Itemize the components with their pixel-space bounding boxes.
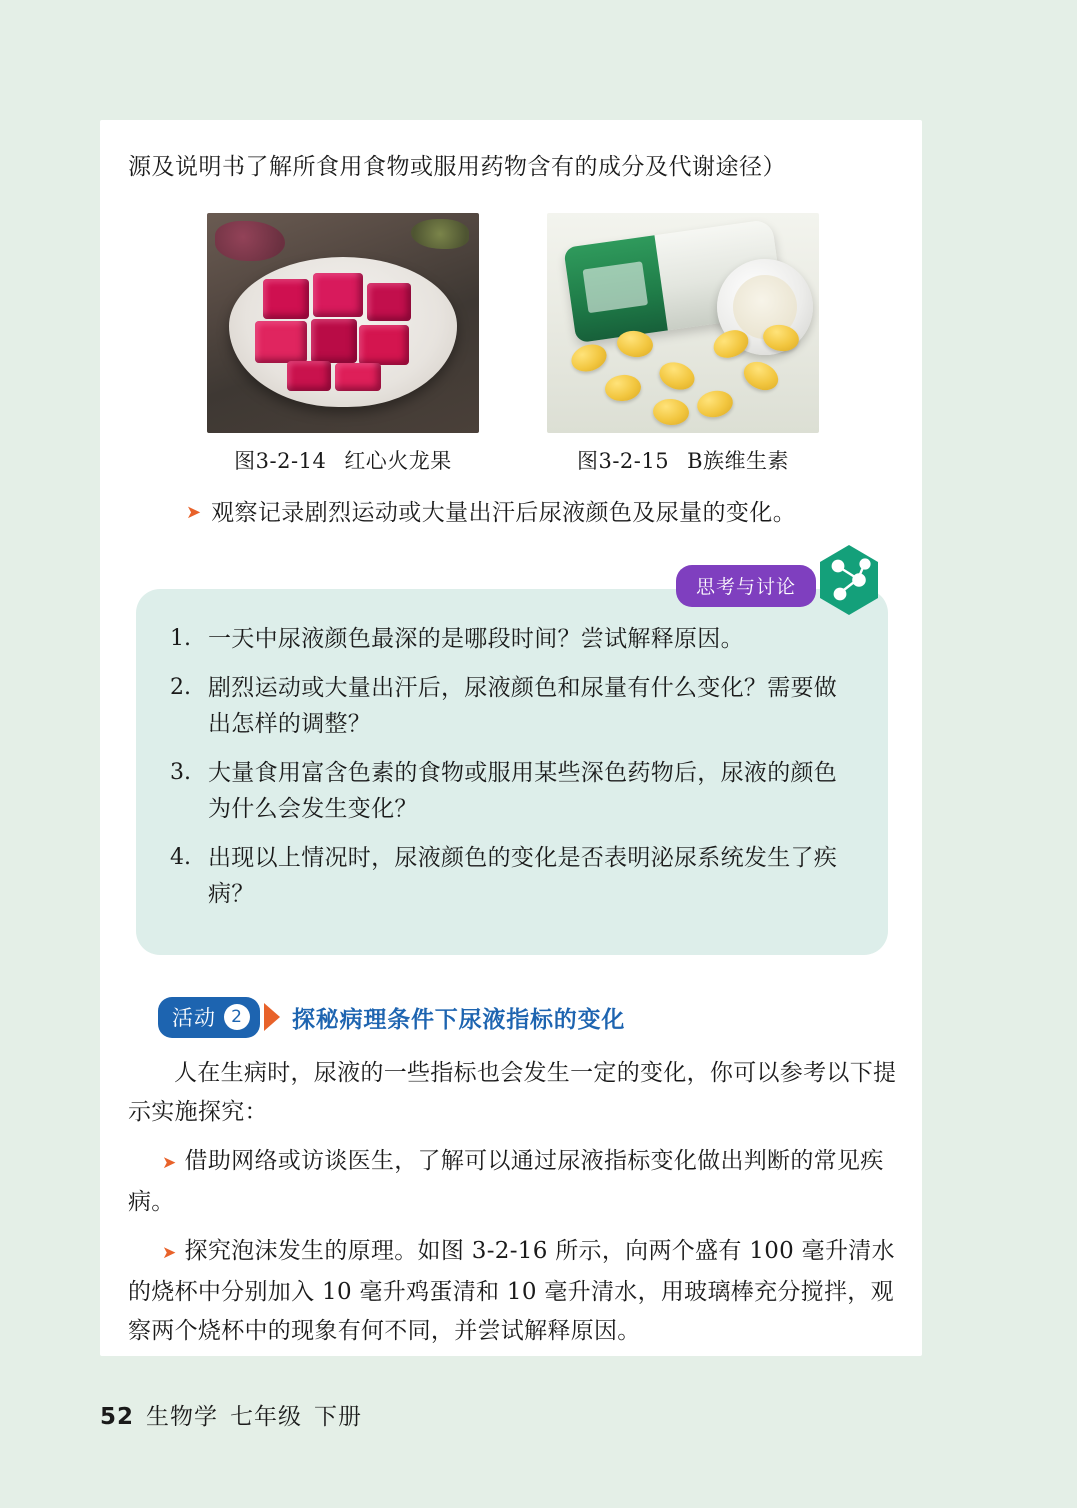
question-text: 剧烈运动或大量出汗后，尿液颜色和尿量有什么变化？需要做出怎样的调整？	[208, 674, 838, 737]
figure-row	[128, 213, 898, 475]
figure-label: 图3-2-15	[576, 448, 670, 473]
question-number: 1.	[170, 625, 191, 651]
figure-caption-text: 红心火龙果	[344, 448, 452, 473]
question-item	[170, 840, 848, 912]
observe-bullet-text: 观察记录剧烈运动或大量出汗后尿液颜色及尿量的变化。	[211, 499, 797, 526]
molecule-hex-icon	[816, 543, 882, 617]
activity-number: 2	[224, 1004, 250, 1030]
question-text: 一天中尿液颜色最深的是哪段时间？尝试解释原因。	[208, 625, 744, 652]
pill	[604, 373, 643, 403]
footer-page-number: 52	[100, 1404, 135, 1430]
think-discuss-box	[136, 589, 888, 955]
question-number: 2.	[170, 674, 191, 700]
fruit-cube	[263, 279, 309, 319]
fruit-cube	[255, 321, 307, 363]
activity-arrow-icon	[264, 1003, 280, 1031]
figure-caption	[207, 445, 479, 475]
activity-bullet-1	[128, 1142, 898, 1222]
question-item	[170, 621, 848, 657]
decor-shape-left	[215, 221, 285, 261]
activity-bullet-1-text: 借助网络或访谈医生，了解可以通过尿液指标变化做出判断的常见疾病。	[128, 1147, 884, 1215]
activity-badge-label: 活动	[172, 1005, 216, 1030]
activity-header	[128, 997, 898, 1038]
triangle-bullet-icon: ➤	[186, 501, 202, 523]
figure-vitamin	[547, 213, 819, 475]
think-and-discuss-section	[128, 575, 898, 955]
fruit-cube	[359, 325, 409, 365]
question-item	[170, 755, 848, 827]
footer-grade: 七年级	[230, 1404, 303, 1430]
triangle-bullet-icon: ➤	[162, 1152, 177, 1173]
activity-badge	[158, 997, 260, 1038]
activity-bullet-2	[128, 1232, 898, 1351]
think-discuss-tag: 思考与讨论	[676, 565, 816, 607]
vitamin-photo	[547, 213, 819, 433]
question-text: 大量食用富含色素的食物或服用某些深色药物后，尿液的颜色为什么会发生变化？	[208, 759, 838, 822]
fruit-cube	[335, 363, 381, 391]
question-text: 出现以上情况时，尿液颜色的变化是否表明泌尿系统发生了疾病？	[208, 844, 838, 907]
decor-shape-right	[411, 219, 469, 249]
dragon-fruit-photo	[207, 213, 479, 433]
bottle-label	[583, 261, 649, 313]
triangle-bullet-icon: ➤	[162, 1242, 177, 1263]
pill	[695, 387, 736, 420]
fruit-cube	[287, 361, 331, 391]
activity-intro-paragraph: 人在生病时，尿液的一些指标也会发生一定的变化，你可以参考以下提示实施探究：	[128, 1059, 897, 1125]
pill	[568, 340, 610, 376]
fruit-cube	[313, 273, 363, 317]
pill	[656, 357, 699, 394]
figure-dragon-fruit	[207, 213, 479, 475]
fruit-cube	[311, 319, 357, 363]
figure-caption	[547, 445, 819, 475]
top-paragraph: 源及说明书了解所食用食物或服用药物含有的成分及代谢途径）	[128, 154, 786, 180]
textbook-page	[100, 120, 922, 1356]
figure-label: 图3-2-14	[234, 448, 327, 473]
pill	[652, 397, 690, 425]
question-number: 4.	[170, 844, 191, 870]
fruit-cube	[367, 283, 411, 321]
pill	[739, 356, 783, 395]
page-footer	[100, 1398, 362, 1431]
figure-caption-text: B族维生素	[687, 448, 790, 473]
observe-bullet-row	[128, 497, 898, 529]
footer-subject: 生物学	[146, 1404, 219, 1430]
question-item	[170, 670, 848, 742]
activity-title: 探秘病理条件下尿液指标的变化	[292, 1005, 626, 1033]
question-number: 3.	[170, 759, 191, 785]
page-content	[128, 150, 898, 1351]
footer-volume: 下册	[314, 1404, 363, 1430]
activity-bullet-2-text: 探究泡沫发生的原理。如图 3-2-16 所示，向两个盛有 100 毫升清水的烧杯中分别加入 10 毫升鸡蛋清和 10 毫升清水，用玻璃棒充分搅拌，观察两个烧杯中的现象有何不同，并尝试解释原因。	[128, 1237, 895, 1344]
